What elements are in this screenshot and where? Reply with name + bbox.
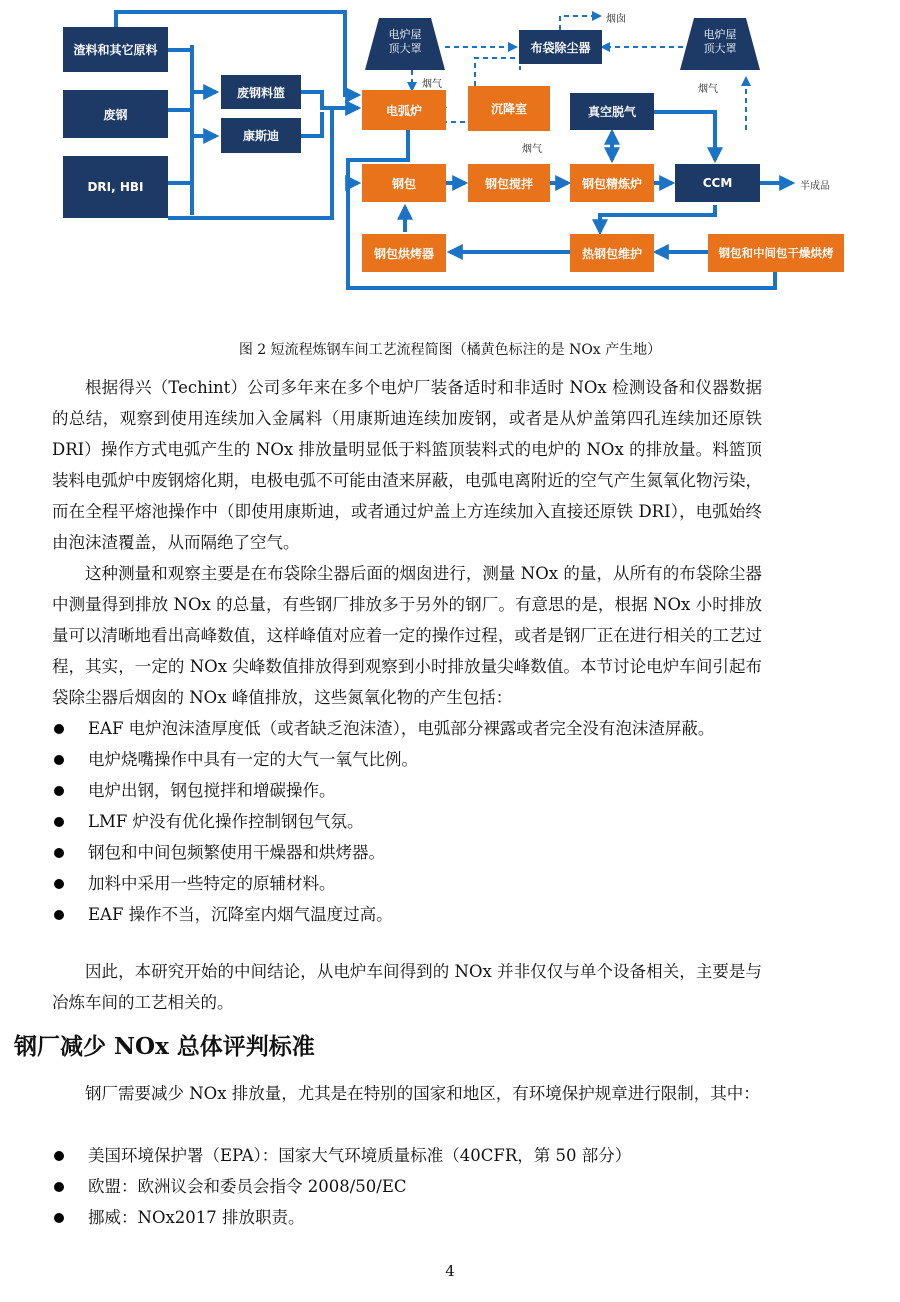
label-chimney: 烟囱 — [606, 14, 626, 25]
hood-right: 电炉屋 顶大罩 — [680, 18, 760, 70]
bullet-icon — [54, 755, 64, 765]
label-fume-1: 烟气 — [422, 79, 442, 90]
bullet-list-sources — [52, 713, 762, 930]
list-item: LMF 炉没有优化操作控制钢包气氛。 — [52, 806, 762, 837]
list-item: 加料中采用一些特定的原辅材料。 — [52, 868, 762, 899]
label-semi-product: 半成品 — [800, 181, 830, 192]
box-eaf: 电弧炉 — [362, 90, 446, 130]
list-item: 美国环境保护署（EPA）：国家大气环境质量标准（40CFR，第 50 部分） — [52, 1140, 762, 1171]
bullet-icon — [54, 1151, 64, 1161]
process-flow-diagram — [0, 0, 900, 310]
list-item: 欧盟：欧洲议会和委员会指令 2008/50/EC — [52, 1171, 762, 1202]
box-hot-ladle-maintenance: 热钢包维护 — [570, 234, 654, 272]
label-fume-2: 烟气 — [522, 144, 542, 155]
bullet-icon — [54, 910, 64, 920]
bullet-icon — [54, 1213, 64, 1223]
figure-caption: 图 2 短流程炼钢车间工艺流程简图（橘黄色标注的是 NOx 产生地） — [238, 342, 662, 358]
bullet-icon — [54, 879, 64, 889]
box-scrap: 废钢 — [63, 90, 168, 138]
bullet-icon — [54, 1182, 64, 1192]
bullet-icon — [54, 817, 64, 827]
bullet-icon — [54, 786, 64, 796]
box-lmf: 钢包精炼炉 — [570, 164, 654, 202]
list-item: 电炉烧嘴操作中具有一定的大气一氧气比例。 — [52, 744, 762, 775]
box-ladle-dryer: 钢包烘烤器 — [362, 234, 446, 272]
paragraph-4: 钢厂需要减少 NOx 排放量，尤其是在特别的国家和地区，有环境保护规章进行限制，其中： — [85, 1084, 760, 1103]
label-fume-3: 烟气 — [698, 84, 718, 95]
box-vacuum-degassing: 真空脱气 — [570, 93, 654, 130]
section-heading: 钢厂减少 NOx 总体评判标准 — [14, 1033, 315, 1060]
paragraph-2: 这种测量和观察主要是在布袋除尘器后面的烟囱进行，测量 NOx 的量，从所有的布袋除尘器中测量得到排放 NOx 的总量，有些钢厂排放多于另外的钢厂。有意思的是，根据 NOx 小时排放量可以清晰地看出高峰数值，这样峰值对应着一定的操作过程，或者是钢厂正在进行相关的工艺过程，其实，一定的 NOx 尖峰数值排放得到观察到小时排放量尖峰数值。本节讨论电炉车间引起布袋除尘器后烟囱的 NOx 峰值排放，这些氮氧化物的产生包括： — [52, 564, 762, 707]
page-number: 4 — [445, 1262, 455, 1280]
box-ladle: 钢包 — [362, 164, 446, 202]
box-scrap-basket: 废钢料篮 — [221, 75, 301, 109]
box-consteel: 康斯迪 — [221, 118, 301, 153]
bullet-icon — [54, 724, 64, 734]
bullet-icon — [54, 848, 64, 858]
box-baghouse: 布袋除尘器 — [519, 30, 602, 64]
box-settling-chamber: 沉降室 — [468, 86, 550, 131]
hood-left: 电炉屋 顶大罩 — [365, 18, 445, 70]
list-item: EAF 操作不当，沉降室内烟气温度过高。 — [52, 899, 762, 930]
paragraph-1: 根据得兴（Techint）公司多年来在多个电炉厂装备适时和非适时 NOx 检测设备和仪器数据的总结，观察到使用连续加入金属料（用康斯迪连续加废钢，或者是从炉盖第四孔连续加还原铁 DRI）操作方式电弧产生的 NOx 排放量明显低于料篮顶装料式的电炉的 NOx 的排放量。料篮顶装料电弧炉中废钢熔化期，电极电弧不可能由渣来屏蔽，电弧电离附近的空气产生氮氧化物污染，而在全程平熔池操作中（即使用康斯迪，或者通过炉盖上方连续加入直接还原铁 DRI），电弧始终由泡沫渣覆盖，从而隔绝了空气。 — [52, 378, 762, 552]
paragraph-3: 因此，本研究开始的中间结论，从电炉车间得到的 NOx 并非仅仅与单个设备相关，主要是与冶炼车间的工艺相关的。 — [52, 962, 762, 1012]
list-item: 钢包和中间包频繁使用干燥器和烘烤器。 — [52, 837, 762, 868]
list-item: 挪威：NOx2017 排放职责。 — [52, 1202, 762, 1233]
list-item: 电炉出钢，钢包搅拌和增碳操作。 — [52, 775, 762, 806]
box-dri-hbi: DRI, HBI — [63, 156, 168, 218]
box-slag-materials: 渣料和其它原料 — [63, 27, 168, 72]
list-item: EAF 电炉泡沫渣厚度低（或者缺乏泡沫渣），电弧部分裸露或者完全没有泡沫渣屏蔽。 — [52, 713, 762, 744]
box-ladle-tundish-drying: 钢包和中间包干燥烘烤 — [708, 234, 844, 272]
bullet-list-regulations — [52, 1140, 762, 1233]
box-ladle-stirring: 钢包搅拌 — [468, 164, 550, 202]
box-ccm: CCM — [675, 164, 760, 202]
